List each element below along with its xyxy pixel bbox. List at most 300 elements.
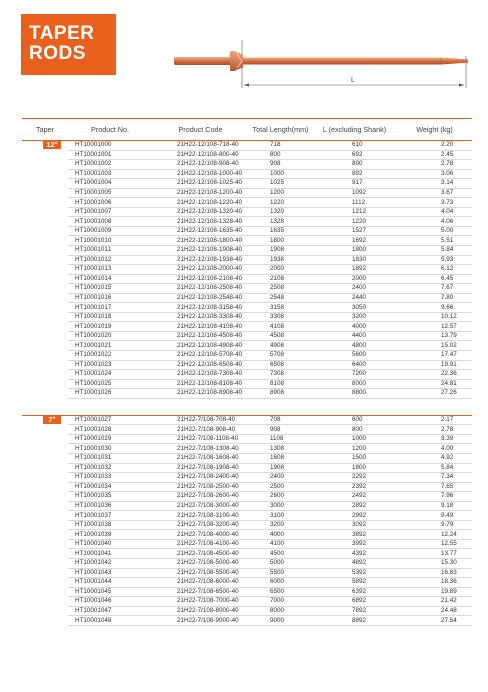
product-no-cell: HT10001021 xyxy=(68,341,152,351)
table-row xyxy=(22,351,472,361)
total-length-cell: 708 xyxy=(249,415,312,425)
weight-cell: 16.83 xyxy=(397,568,472,578)
weight-cell: 9.66 xyxy=(397,303,472,313)
table-row xyxy=(22,293,472,303)
length-excluding-shank-cell: 8892 xyxy=(312,616,397,626)
length-excluding-shank-cell: 1692 xyxy=(312,236,397,246)
length-excluding-shank-cell: 692 xyxy=(312,150,397,160)
product-code-cell: 21H22-7/108-4500-40 xyxy=(152,549,249,559)
table-row xyxy=(22,473,472,483)
product-no-cell: HT10001007 xyxy=(68,207,152,217)
table-row xyxy=(22,434,472,444)
total-length-cell: 2508 xyxy=(249,284,312,294)
weight-cell: 12.55 xyxy=(397,539,472,549)
product-no-cell: HT10001047 xyxy=(68,606,152,616)
product-no-cell: HT10001033 xyxy=(68,473,152,483)
product-code-cell: 21H22-12/108-1000-40 xyxy=(152,169,249,179)
total-length-cell: 5000 xyxy=(249,558,312,568)
length-excluding-shank-cell: 7892 xyxy=(312,606,397,616)
length-excluding-shank-cell: 2292 xyxy=(312,473,397,483)
total-length-cell: 1635 xyxy=(249,226,312,236)
product-code-cell: 21H22-7/108-908-40 xyxy=(152,425,249,435)
total-length-cell: 3200 xyxy=(249,520,312,530)
length-excluding-shank-cell: 2892 xyxy=(312,501,397,511)
product-code-cell: 21H22-7/108-3100-40 xyxy=(152,511,249,521)
product-code-cell: 21H22-7/108-4000-40 xyxy=(152,530,249,540)
total-length-cell: 6508 xyxy=(249,360,312,370)
length-excluding-shank-cell: 1092 xyxy=(312,188,397,198)
length-excluding-shank-cell: 800 xyxy=(312,425,397,435)
weight-cell: 9.49 xyxy=(397,511,472,521)
product-no-cell: HT10001000 xyxy=(68,141,152,151)
product-no-cell: HT10001046 xyxy=(68,597,152,607)
product-no-cell: HT10001009 xyxy=(68,226,152,236)
length-excluding-shank-cell: 2000 xyxy=(312,274,397,284)
product-no-cell: HT10001020 xyxy=(68,331,152,341)
product-code-cell: 21H22-12/108-3158-40 xyxy=(152,303,249,313)
length-excluding-shank-cell: 2492 xyxy=(312,492,397,502)
total-length-cell: 1800 xyxy=(249,236,312,246)
length-excluding-shank-cell: 2992 xyxy=(312,511,397,521)
product-code-cell: 21H22-12/108-2000-40 xyxy=(152,265,249,275)
weight-cell: 24.81 xyxy=(397,379,472,389)
product-code-cell: 21H22-7/108-8000-40 xyxy=(152,606,249,616)
weight-cell: 4.04 xyxy=(397,207,472,217)
table-row xyxy=(22,482,472,492)
table-row xyxy=(22,389,472,399)
length-excluding-shank-cell: 800 xyxy=(312,160,397,170)
product-no-cell: HT10001027 xyxy=(68,415,152,425)
length-excluding-shank-cell: 4400 xyxy=(312,331,397,341)
product-code-cell: 21H22-7/108-6000-40 xyxy=(152,578,249,588)
length-excluding-shank-cell: 1527 xyxy=(312,226,397,236)
product-no-cell: HT10001030 xyxy=(68,444,152,454)
length-label: L xyxy=(351,77,355,84)
weight-cell: 3.73 xyxy=(397,198,472,208)
length-excluding-shank-cell: 5600 xyxy=(312,351,397,361)
product-no-cell: HT10001019 xyxy=(68,322,152,332)
length-excluding-shank-cell: 3200 xyxy=(312,312,397,322)
table-row xyxy=(22,520,472,530)
col-product-code: Product Code xyxy=(152,118,249,141)
separator-cell xyxy=(22,398,472,415)
weight-cell: 19.89 xyxy=(397,587,472,597)
total-length-cell: 6000 xyxy=(249,578,312,588)
total-length-cell: 4100 xyxy=(249,539,312,549)
total-length-cell: 4508 xyxy=(249,331,312,341)
product-no-cell: HT10001041 xyxy=(68,549,152,559)
total-length-cell: 1908 xyxy=(249,246,312,256)
table-row xyxy=(22,150,472,160)
table-row xyxy=(22,331,472,341)
table-row xyxy=(22,226,472,236)
table-row xyxy=(22,236,472,246)
weight-cell: 6.12 xyxy=(397,265,472,275)
product-code-cell: 21H22-12/108-4908-40 xyxy=(152,341,249,351)
total-length-cell: 3158 xyxy=(249,303,312,313)
total-length-cell: 9000 xyxy=(249,616,312,626)
product-code-cell: 21H22-12/108-2108-40 xyxy=(152,274,249,284)
total-length-cell: 5708 xyxy=(249,351,312,361)
product-code-cell: 21H22-12/108-3308-40 xyxy=(152,312,249,322)
total-length-cell: 8000 xyxy=(249,606,312,616)
weight-cell: 5.84 xyxy=(397,246,472,256)
product-code-cell: 21H22-7/108-7000-40 xyxy=(152,597,249,607)
total-length-cell: 1200 xyxy=(249,188,312,198)
total-length-cell: 2548 xyxy=(249,293,312,303)
total-length-cell: 1308 xyxy=(249,444,312,454)
total-length-cell: 1608 xyxy=(249,453,312,463)
length-excluding-shank-cell: 6400 xyxy=(312,360,397,370)
product-code-cell: 21H22-12/108-908-40 xyxy=(152,160,249,170)
table-row xyxy=(22,274,472,284)
table-row xyxy=(22,568,472,578)
product-no-cell: HT10001022 xyxy=(68,351,152,361)
weight-cell: 12.57 xyxy=(397,322,472,332)
product-no-cell: HT10001011 xyxy=(68,246,152,256)
total-length-cell: 7308 xyxy=(249,370,312,380)
weight-cell: 3.39 xyxy=(397,434,472,444)
product-code-cell: 21H22-7/108-1108-40 xyxy=(152,434,249,444)
weight-cell: 19.91 xyxy=(397,360,472,370)
total-length-cell: 2600 xyxy=(249,492,312,502)
product-no-cell: HT10001013 xyxy=(68,265,152,275)
weight-cell: 12.24 xyxy=(397,530,472,540)
table-row xyxy=(22,501,472,511)
total-length-cell: 2400 xyxy=(249,473,312,483)
length-excluding-shank-cell: 610 xyxy=(312,141,397,151)
table-row xyxy=(22,616,472,626)
product-no-cell: HT10001018 xyxy=(68,312,152,322)
length-excluding-shank-cell: 4392 xyxy=(312,549,397,559)
weight-cell: 2.45 xyxy=(397,150,472,160)
weight-cell: 7.96 xyxy=(397,492,472,502)
length-excluding-shank-cell: 2392 xyxy=(312,482,397,492)
product-code-cell: 21H22-12/108-4508-40 xyxy=(152,331,249,341)
total-length-cell: 908 xyxy=(249,160,312,170)
total-length-cell: 1320 xyxy=(249,207,312,217)
total-length-cell: 4908 xyxy=(249,341,312,351)
product-code-cell: 21H22-12/108-1328-40 xyxy=(152,217,249,227)
product-code-cell: 21H22-7/108-2400-40 xyxy=(152,473,249,483)
product-code-cell: 21H22-12/108-2548-40 xyxy=(152,293,249,303)
product-no-cell: HT10001014 xyxy=(68,274,152,284)
product-code-cell: 21H22-12/108-1220-40 xyxy=(152,198,249,208)
product-no-cell: HT10001040 xyxy=(68,539,152,549)
table-row xyxy=(22,341,472,351)
total-length-cell: 4500 xyxy=(249,549,312,559)
product-no-cell: HT10001017 xyxy=(68,303,152,313)
weight-cell: 24.48 xyxy=(397,606,472,616)
table-row xyxy=(22,379,472,389)
total-length-cell: 2000 xyxy=(249,265,312,275)
product-no-cell: HT10001034 xyxy=(68,482,152,492)
weight-cell: 2.20 xyxy=(397,141,472,151)
length-excluding-shank-cell: 1800 xyxy=(312,463,397,473)
product-no-cell: HT10001045 xyxy=(68,587,152,597)
product-no-cell: HT10001043 xyxy=(68,568,152,578)
product-no-cell: HT10001023 xyxy=(68,360,152,370)
product-no-cell: HT10001031 xyxy=(68,453,152,463)
product-no-cell: HT10001038 xyxy=(68,520,152,530)
weight-cell: 22.36 xyxy=(397,370,472,380)
table-row xyxy=(22,179,472,189)
length-excluding-shank-cell: 5892 xyxy=(312,578,397,588)
product-code-cell: 21H22-12/108-718-40 xyxy=(152,141,249,151)
table-row xyxy=(22,492,472,502)
taper-badge: 12° xyxy=(43,141,61,149)
length-excluding-shank-cell: 4000 xyxy=(312,322,397,332)
product-no-cell: HT10001002 xyxy=(68,160,152,170)
table-row xyxy=(22,425,472,435)
product-no-cell: HT10001036 xyxy=(68,501,152,511)
weight-cell: 5.51 xyxy=(397,236,472,246)
table-row xyxy=(22,597,472,607)
product-no-cell: HT10001048 xyxy=(68,616,152,626)
product-code-cell: 21H22-7/108-9000-40 xyxy=(152,616,249,626)
col-weight: Weight (kg) xyxy=(397,118,472,141)
table-row xyxy=(22,530,472,540)
product-code-cell: 21H22-7/108-6500-40 xyxy=(152,587,249,597)
total-length-cell: 3308 xyxy=(249,312,312,322)
table-row xyxy=(22,141,472,151)
table-row xyxy=(22,198,472,208)
taper-rods-table xyxy=(22,118,472,626)
total-length-cell: 1025 xyxy=(249,179,312,189)
product-no-cell: HT10001032 xyxy=(68,463,152,473)
weight-cell: 10.12 xyxy=(397,312,472,322)
product-no-cell: HT10001005 xyxy=(68,188,152,198)
title-line-1: TAPER xyxy=(29,23,95,44)
length-excluding-shank-cell: 3992 xyxy=(312,539,397,549)
product-no-cell: HT10001039 xyxy=(68,530,152,540)
product-code-cell: 21H22-7/108-1908-40 xyxy=(152,463,249,473)
taper-rod-drawing xyxy=(172,38,472,90)
table-row xyxy=(22,444,472,454)
product-no-cell: HT10001012 xyxy=(68,255,152,265)
product-no-cell: HT10001001 xyxy=(68,150,152,160)
weight-cell: 2.78 xyxy=(397,425,472,435)
table-row xyxy=(22,606,472,616)
product-code-cell: 21H22-12/108-1320-40 xyxy=(152,207,249,217)
taper-cell xyxy=(22,415,68,625)
weight-cell: 6.45 xyxy=(397,274,472,284)
weight-cell: 18.36 xyxy=(397,578,472,588)
product-no-cell: HT10001016 xyxy=(68,293,152,303)
product-code-cell: 21H22-12/108-1908-40 xyxy=(152,246,249,256)
length-excluding-shank-cell: 1800 xyxy=(312,246,397,256)
length-excluding-shank-cell: 2440 xyxy=(312,293,397,303)
length-excluding-shank-cell: 917 xyxy=(312,179,397,189)
weight-cell: 27.54 xyxy=(397,616,472,626)
total-length-cell: 1220 xyxy=(249,198,312,208)
total-length-cell: 1108 xyxy=(249,434,312,444)
weight-cell: 4.00 xyxy=(397,444,472,454)
length-excluding-shank-cell: 3050 xyxy=(312,303,397,313)
table-header xyxy=(22,118,472,141)
product-code-cell: 21H22-12/108-1800-40 xyxy=(152,236,249,246)
total-length-cell: 8108 xyxy=(249,379,312,389)
weight-cell: 7.34 xyxy=(397,473,472,483)
weight-cell: 13.79 xyxy=(397,331,472,341)
length-excluding-shank-cell: 1500 xyxy=(312,453,397,463)
product-code-cell: 21H22-7/108-4100-40 xyxy=(152,539,249,549)
table-row xyxy=(22,284,472,294)
total-length-cell: 5500 xyxy=(249,568,312,578)
total-length-cell: 2108 xyxy=(249,274,312,284)
product-code-cell: 21H22-7/108-1308-40 xyxy=(152,444,249,454)
table-row xyxy=(22,207,472,217)
length-excluding-shank-cell: 4892 xyxy=(312,558,397,568)
product-code-cell: 21H22-7/108-708-40 xyxy=(152,415,249,425)
table-row xyxy=(22,188,472,198)
total-length-cell: 7000 xyxy=(249,597,312,607)
length-excluding-shank-cell: 1000 xyxy=(312,434,397,444)
length-excluding-shank-cell: 8800 xyxy=(312,389,397,399)
table-row xyxy=(22,578,472,588)
weight-cell: 5.00 xyxy=(397,226,472,236)
weight-cell: 3.67 xyxy=(397,188,472,198)
table-row xyxy=(22,265,472,275)
title-line-2: RODS xyxy=(29,43,86,64)
length-excluding-shank-cell: 3092 xyxy=(312,520,397,530)
weight-cell: 21.42 xyxy=(397,597,472,607)
length-excluding-shank-cell: 6892 xyxy=(312,597,397,607)
product-code-cell: 21H22-12/108-5708-40 xyxy=(152,351,249,361)
total-length-cell: 1328 xyxy=(249,217,312,227)
weight-cell: 5.84 xyxy=(397,463,472,473)
weight-cell: 17.47 xyxy=(397,351,472,361)
product-code-cell: 21H22-7/108-5000-40 xyxy=(152,558,249,568)
table-body xyxy=(22,141,472,626)
taper-cell xyxy=(22,141,68,399)
product-no-cell: HT10001025 xyxy=(68,379,152,389)
weight-cell: 7.65 xyxy=(397,482,472,492)
product-no-cell: HT10001029 xyxy=(68,434,152,444)
product-code-cell: 21H22-12/108-2508-40 xyxy=(152,284,249,294)
title-badge xyxy=(21,14,116,75)
length-excluding-shank-cell: 6392 xyxy=(312,587,397,597)
table-row xyxy=(22,463,472,473)
table-row xyxy=(22,169,472,179)
product-no-cell: HT10001026 xyxy=(68,389,152,399)
product-code-cell: 21H22-7/108-3200-40 xyxy=(152,520,249,530)
table-row xyxy=(22,322,472,332)
product-no-cell: HT10001042 xyxy=(68,558,152,568)
total-length-cell: 1000 xyxy=(249,169,312,179)
length-excluding-shank-cell: 1220 xyxy=(312,217,397,227)
table-row xyxy=(22,453,472,463)
product-no-cell: HT10001024 xyxy=(68,370,152,380)
product-no-cell: HT10001004 xyxy=(68,179,152,189)
col-length-excluding-shank: L (excluding Shank) xyxy=(312,118,397,141)
total-length-cell: 718 xyxy=(249,141,312,151)
product-code-cell: 21H22-12/108-1635-40 xyxy=(152,226,249,236)
table-row xyxy=(22,303,472,313)
table-row xyxy=(22,415,472,425)
product-code-cell: 21H22-12/108-8908-40 xyxy=(152,389,249,399)
weight-cell: 2.17 xyxy=(397,415,472,425)
weight-cell: 5.93 xyxy=(397,255,472,265)
product-code-cell: 21H22-7/108-3000-40 xyxy=(152,501,249,511)
product-no-cell: HT10001035 xyxy=(68,492,152,502)
weight-cell: 4.92 xyxy=(397,453,472,463)
length-excluding-shank-cell: 1830 xyxy=(312,255,397,265)
taper-badge: 7° xyxy=(43,416,61,424)
table-row xyxy=(22,312,472,322)
product-code-cell: 21H22-12/108-1200-40 xyxy=(152,188,249,198)
length-excluding-shank-cell: 7200 xyxy=(312,370,397,380)
total-length-cell: 2500 xyxy=(249,482,312,492)
length-excluding-shank-cell: 4800 xyxy=(312,341,397,351)
col-total-length: Total Length(mm) xyxy=(249,118,312,141)
length-excluding-shank-cell: 1200 xyxy=(312,444,397,454)
weight-cell: 7.80 xyxy=(397,293,472,303)
product-code-cell: 21H22-12/108-7308-40 xyxy=(152,370,249,380)
product-no-cell: HT10001037 xyxy=(68,511,152,521)
weight-cell: 15.02 xyxy=(397,341,472,351)
table-row xyxy=(22,558,472,568)
product-no-cell: HT10001006 xyxy=(68,198,152,208)
product-no-cell: HT10001044 xyxy=(68,578,152,588)
length-excluding-shank-cell: 1892 xyxy=(312,265,397,275)
product-code-cell: 21H22-7/108-2600-40 xyxy=(152,492,249,502)
product-code-cell: 21H22-12/108-8108-40 xyxy=(152,379,249,389)
total-length-cell: 1908 xyxy=(249,463,312,473)
product-code-cell: 21H22-12/108-1025-40 xyxy=(152,179,249,189)
weight-cell: 15.30 xyxy=(397,558,472,568)
total-length-cell: 4108 xyxy=(249,322,312,332)
product-code-cell: 21H22-12/108-6508-40 xyxy=(152,360,249,370)
total-length-cell: 8908 xyxy=(249,389,312,399)
total-length-cell: 3000 xyxy=(249,501,312,511)
table-row xyxy=(22,160,472,170)
total-length-cell: 3100 xyxy=(249,511,312,521)
product-no-cell: HT10001015 xyxy=(68,284,152,294)
weight-cell: 9.79 xyxy=(397,520,472,530)
product-code-cell: 21H22-12/108-800-40 xyxy=(152,150,249,160)
weight-cell: 4.06 xyxy=(397,217,472,227)
weight-cell: 9.18 xyxy=(397,501,472,511)
product-no-cell: HT10001028 xyxy=(68,425,152,435)
table-row xyxy=(22,511,472,521)
weight-cell: 2.78 xyxy=(397,160,472,170)
weight-cell: 27.26 xyxy=(397,389,472,399)
total-length-cell: 1938 xyxy=(249,255,312,265)
length-excluding-shank-cell: 2400 xyxy=(312,284,397,294)
length-excluding-shank-cell: 3892 xyxy=(312,530,397,540)
product-code-cell: 21H22-12/108-4108-40 xyxy=(152,322,249,332)
product-no-cell: HT10001010 xyxy=(68,236,152,246)
table-row xyxy=(22,255,472,265)
total-length-cell: 4000 xyxy=(249,530,312,540)
product-code-cell: 21H22-12/108-1938-40 xyxy=(152,255,249,265)
weight-cell: 3.06 xyxy=(397,169,472,179)
length-excluding-shank-cell: 1112 xyxy=(312,198,397,208)
table-row xyxy=(22,539,472,549)
product-code-cell: 21H22-7/108-1608-40 xyxy=(152,453,249,463)
table-row xyxy=(22,360,472,370)
table-row xyxy=(22,549,472,559)
weight-cell: 7.67 xyxy=(397,284,472,294)
table-row xyxy=(22,246,472,256)
total-length-cell: 6500 xyxy=(249,587,312,597)
length-excluding-shank-cell: 600 xyxy=(312,415,397,425)
length-excluding-shank-cell: 5392 xyxy=(312,568,397,578)
weight-cell: 13.77 xyxy=(397,549,472,559)
length-excluding-shank-cell: 8000 xyxy=(312,379,397,389)
product-code-cell: 21H22-7/108-5500-40 xyxy=(152,568,249,578)
